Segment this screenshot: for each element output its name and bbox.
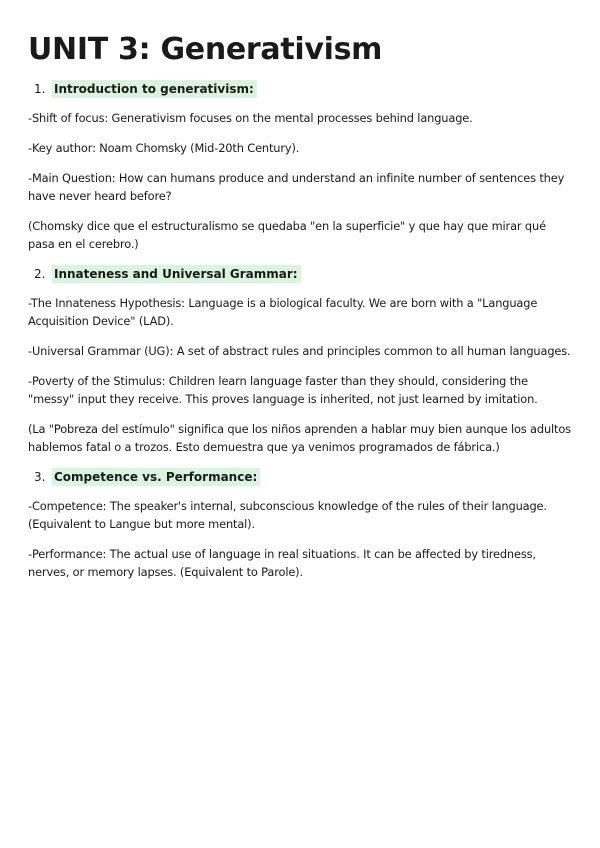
section-heading	[28, 80, 574, 98]
paragraph: -Universal Grammar (UG): A set of abstract rules and principles common to all human languages.	[28, 344, 571, 358]
paragraph: -Performance: The actual use of language in real situations. It can be affected by tiredness, nerves, or memory lapses. (Equivalent to Parole).	[28, 547, 536, 579]
section-number: 1.	[34, 82, 46, 96]
paragraph: -Poverty of the Stimulus: Children learn language faster than they should, considering the "messy" input they receive. This proves language is inherited, not just learned by imitation.	[28, 374, 538, 406]
section-competence	[28, 468, 574, 581]
paragraph: (Chomsky dice que el estructuralismo se quedaba "en la superficie" y que hay que mirar qué pasa en el cerebro.)	[28, 219, 546, 251]
section-heading	[28, 468, 574, 486]
paragraph: -Main Question: How can humans produce and understand an infinite number of sentences they have never heard before?	[28, 171, 565, 203]
section-heading	[28, 265, 574, 283]
page-title: UNIT 3: Generativism	[28, 32, 383, 67]
section-title: Competence vs. Performance:	[52, 468, 260, 486]
section-title: Innateness and Universal Grammar:	[52, 265, 301, 283]
section-number: 3.	[34, 470, 46, 484]
paragraph: -The Innateness Hypothesis: Language is a biological faculty. We are born with a "Language Acquisition Device" (LAD).	[28, 296, 538, 328]
section-number: 2.	[34, 267, 46, 281]
paragraph: -Shift of focus: Generativism focuses on the mental processes behind language.	[28, 111, 473, 125]
section-innateness	[28, 265, 574, 456]
document-page	[28, 30, 574, 593]
paragraph: -Key author: Noam Chomsky (Mid-20th Century).	[28, 141, 300, 155]
paragraph: -Competence: The speaker's internal, subconscious knowledge of the rules of their language. (Equivalent to Langue but more mental).	[28, 499, 547, 531]
paragraph: (La "Pobreza del estímulo" significa que los niños aprenden a hablar muy bien aunque los adultos hablemos fatal o a trozos. Esto demuestra que ya venimos programados de fábrica.)	[28, 422, 571, 454]
section-introduction	[28, 80, 574, 253]
section-title: Introduction to generativism:	[52, 80, 257, 98]
